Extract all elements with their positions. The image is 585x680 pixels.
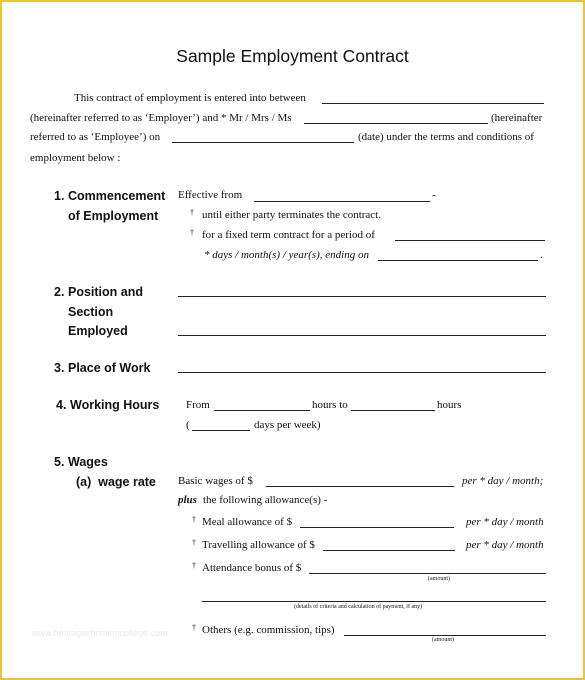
- place-of-work-field[interactable]: [178, 372, 546, 373]
- until-terminated-option: until either party terminates the contract.: [202, 209, 381, 221]
- intro-line-2-end: (hereinafter: [491, 112, 543, 124]
- days-per-week-field[interactable]: [192, 430, 250, 431]
- amount-caption: (amount): [432, 637, 454, 643]
- section-2-number: 2.: [54, 285, 65, 299]
- page-title: Sample Employment Contract: [176, 46, 409, 66]
- section-employed-field[interactable]: [178, 335, 546, 336]
- days-per-week-label: days per week): [254, 419, 321, 431]
- hours-label: hours: [437, 399, 462, 411]
- criteria-details-field[interactable]: [202, 601, 546, 602]
- dagger-marker: †: [192, 561, 196, 570]
- dagger-marker: †: [190, 228, 194, 237]
- dagger-marker: †: [190, 208, 194, 217]
- dagger-marker: †: [192, 623, 196, 632]
- contract-date-field[interactable]: [172, 142, 354, 143]
- meal-allowance-per: per * day / month: [466, 516, 544, 528]
- section-5-number: 5.: [54, 455, 65, 469]
- section-5a-title: (a) wage rate: [76, 475, 156, 489]
- section-1-title-line-1: Commencement: [68, 189, 166, 203]
- ending-on-label: * days / month(s) / year(s), ending on: [204, 249, 369, 261]
- section-5-title: Wages: [68, 455, 108, 469]
- watermark: www.heritagechristiancollege.com: [32, 628, 168, 638]
- section-3-number: 3.: [54, 361, 65, 375]
- intro-line-1: This contract of employment is entered into between: [74, 92, 306, 104]
- meal-allowance-label: Meal allowance of $: [202, 516, 293, 528]
- fixed-term-period-field[interactable]: [395, 240, 545, 241]
- section-2-title-line-2: Section: [68, 305, 114, 319]
- others-label: Others (e.g. commission, tips): [202, 624, 335, 636]
- contract-page: [2, 2, 583, 678]
- others-field[interactable]: [344, 635, 546, 636]
- section-4-number: 4.: [56, 398, 67, 412]
- open-paren: (: [186, 419, 190, 431]
- travelling-allowance-label: Travelling allowance of $: [202, 539, 315, 551]
- hours-to-field[interactable]: [351, 410, 435, 411]
- employer-name-field[interactable]: [322, 103, 544, 104]
- basic-wages-label: Basic wages of $: [178, 475, 253, 487]
- intro-line-3: referred to as ‘Employee’) on: [30, 131, 161, 143]
- intro-line-2: (hereinafter referred to as ‘Employer’) and * Mr / Mrs / Ms: [30, 112, 292, 124]
- ending-period: .: [540, 249, 543, 261]
- section-2-title-line-3: Employed: [68, 324, 128, 338]
- effective-from-label: Effective from: [178, 189, 243, 201]
- section-1-title-line-2: of Employment: [68, 209, 159, 223]
- effective-dash: -: [432, 189, 436, 201]
- hours-from-field[interactable]: [214, 410, 310, 411]
- dagger-marker: †: [192, 538, 196, 547]
- employee-name-field[interactable]: [304, 123, 488, 124]
- section-2-title-line-1: Position and: [68, 285, 143, 299]
- criteria-caption: (details of criteria and calculation of payment, if any): [294, 604, 423, 610]
- attendance-bonus-label: Attendance bonus of $: [202, 562, 302, 574]
- intro-line-4: employment below :: [30, 152, 121, 164]
- section-3-title: Place of Work: [68, 361, 151, 375]
- travelling-allowance-field[interactable]: [323, 550, 455, 551]
- section-4-title: Working Hours: [70, 398, 160, 412]
- basic-wages-field[interactable]: [266, 486, 454, 487]
- attendance-bonus-field[interactable]: [309, 573, 546, 574]
- intro-line-3-end: (date) under the terms and conditions of: [358, 131, 534, 143]
- hours-to-label: hours to: [312, 399, 348, 411]
- amount-caption: (amount): [428, 576, 450, 582]
- meal-allowance-field[interactable]: [300, 527, 454, 528]
- section-1-number: 1.: [54, 189, 65, 203]
- position-field[interactable]: [178, 296, 546, 297]
- allowances-label: the following allowance(s) -: [203, 494, 328, 506]
- from-label: From: [186, 399, 210, 411]
- basic-wages-per: per * day / month;: [462, 475, 544, 487]
- dagger-marker: †: [192, 515, 196, 524]
- ending-on-field[interactable]: [378, 260, 538, 261]
- fixed-term-option: for a fixed term contract for a period of: [202, 229, 375, 241]
- effective-from-field[interactable]: [254, 201, 430, 202]
- travelling-allowance-per: per * day / month: [466, 539, 544, 551]
- plus-label: plus: [178, 494, 197, 506]
